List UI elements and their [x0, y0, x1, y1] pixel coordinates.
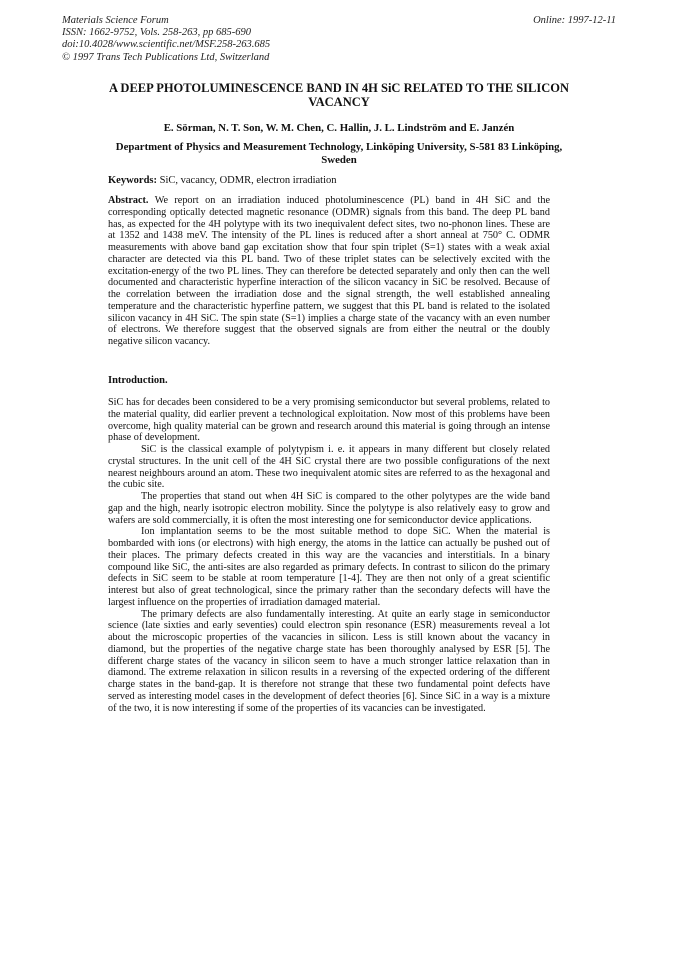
paper-title: A DEEP PHOTOLUMINESCENCE BAND IN 4H SiC RELATED TO THE SILICON VACANCY	[108, 81, 570, 109]
keywords	[108, 175, 550, 188]
publication-info	[62, 15, 270, 64]
abstract-text: We report on an irradiation induced photoluminescence (PL) band in 4H SiC and the corresponding optically detected magnetic resonance (ODMR) signals from this band. The deep PL band has, as expected for the 4H polytype with its two inequivalent defect sites, two no-phonon lines. These are at 1352 and 1438 meV. The intensity of the PL lines is reduced after a short anneal at 750° C. ODMR measurements with above band gap excitation show that four spin triplet (S=1) states with a weak axial character are detected via this PL band. Two of these triplet states can be selectively excited with the excitation-energy of the two PL lines. They can therefore be detected separately and only then can the well documented and characteristic hyperfine interaction of the silicon vacancy in SiC be resolved. Because of the correlation between the irradiation dose and the signal strength, the well established annealing temperature and the characteristic hyperfine pattern, we suggest that this PL band is related to the isolated silicon vacancy in 4H SiC. The spin state (S=1) implies a charge state of the vacancy with an even number of electrons. We therefore suggest that the observed signals are from either the neutral or the doubly negative silicon vacancy.	[108, 195, 550, 347]
paragraph: The properties that stand out when 4H SiC is compared to the other polytypes are the wide band gap and the high, nearly isotropic electron mobility. Since the polytype is also relatively easy to grow and wafers are sold commercially, it is often the most interesting one for semiconductor device applications.	[108, 491, 550, 526]
abstract-label: Abstract.	[108, 195, 149, 206]
keywords-label: Keywords:	[108, 175, 157, 186]
paragraph: Ion implantation seems to be the most suitable method to dope SiC. When the material is bombarded with ions (or electrons) with high energy, the atoms in the lattice can actually be pushed out of their places. The primary defects created in this way are the vacancies and interstitials. In a binary compound like SiC, the anti-sites are also regarded as primary defects. In contrast to silicon do the primary defects in SiC seem to be stable at room temperature [1-4]. They are then not only of a great scientific interest but also of great technological, since the primary rather than the secondary defects will have the largest influence on the properties of irradiation damaged material.	[108, 526, 550, 608]
copyright: © 1997 Trans Tech Publications Ltd, Switzerland	[62, 51, 270, 63]
keywords-text: SiC, vacancy, ODMR, electron irradiation	[159, 175, 337, 186]
introduction-body	[108, 397, 550, 714]
paragraph: SiC has for decades been considered to be a very promising semiconductor but several problems, related to the material quality, did earlier prevent a technological exploitation. Now most of this problems have been overcome, high quality material can be grown and research around this material is going through an intense phase of development.	[108, 397, 550, 444]
introduction-heading: Introduction.	[108, 375, 168, 386]
journal-name: Materials Science Forum	[62, 15, 169, 26]
issn: ISSN: 1662-9752, Vols. 258-263, pp 685-690	[62, 27, 251, 39]
online-date: Online: 1997-12-11	[533, 15, 616, 26]
paragraph: SiC is the classical example of polytypism i. e. it appears in many different but closely related crystal structures. In the unit cell of the 4H SiC crystal there are two possible configurations of the next nearest neighbours around an atom. These two inequivalent atomic sites are referred to as the hexagonal and the cubic site.	[108, 444, 550, 491]
authors: E. Sörman, N. T. Son, W. M. Chen, C. Hallin, J. L. Lindström and E. Janzén	[163, 122, 515, 134]
abstract	[108, 195, 550, 348]
paragraph: The primary defects are also fundamentally interesting. At quite an early stage in semiconductor science (late sixties and early seventies) could electron spin resonance (ESR) measurements reveal a lot about the microscopic properties of the vacancies in silicon. Less is still known about the vacancy in diamond, but the properties of the negative charge state has been thoroughly analysed by ESR [5]. The different charge states of the vacancy in silicon seem to have a much stronger lattice relaxation than in diamond. The extreme relaxation in silicon results in a reversing of the expected ordering of the different charge states in the band-gap. It is therefore not strange that these two fundamental point defects have served as interesting model cases in the development of defect theories [6]. Since SiC in a way is a mixture of the two, it is now interesting if some of the properties of its vacancies can be investigated.	[108, 608, 550, 714]
doi-link[interactable]: doi:10.4028/www.scientific.net/MSF.258-263.685	[62, 39, 271, 51]
affiliation: Department of Physics and Measurement Technology, Linköping University, S-581 83 Linköping, Sweden	[115, 141, 563, 166]
